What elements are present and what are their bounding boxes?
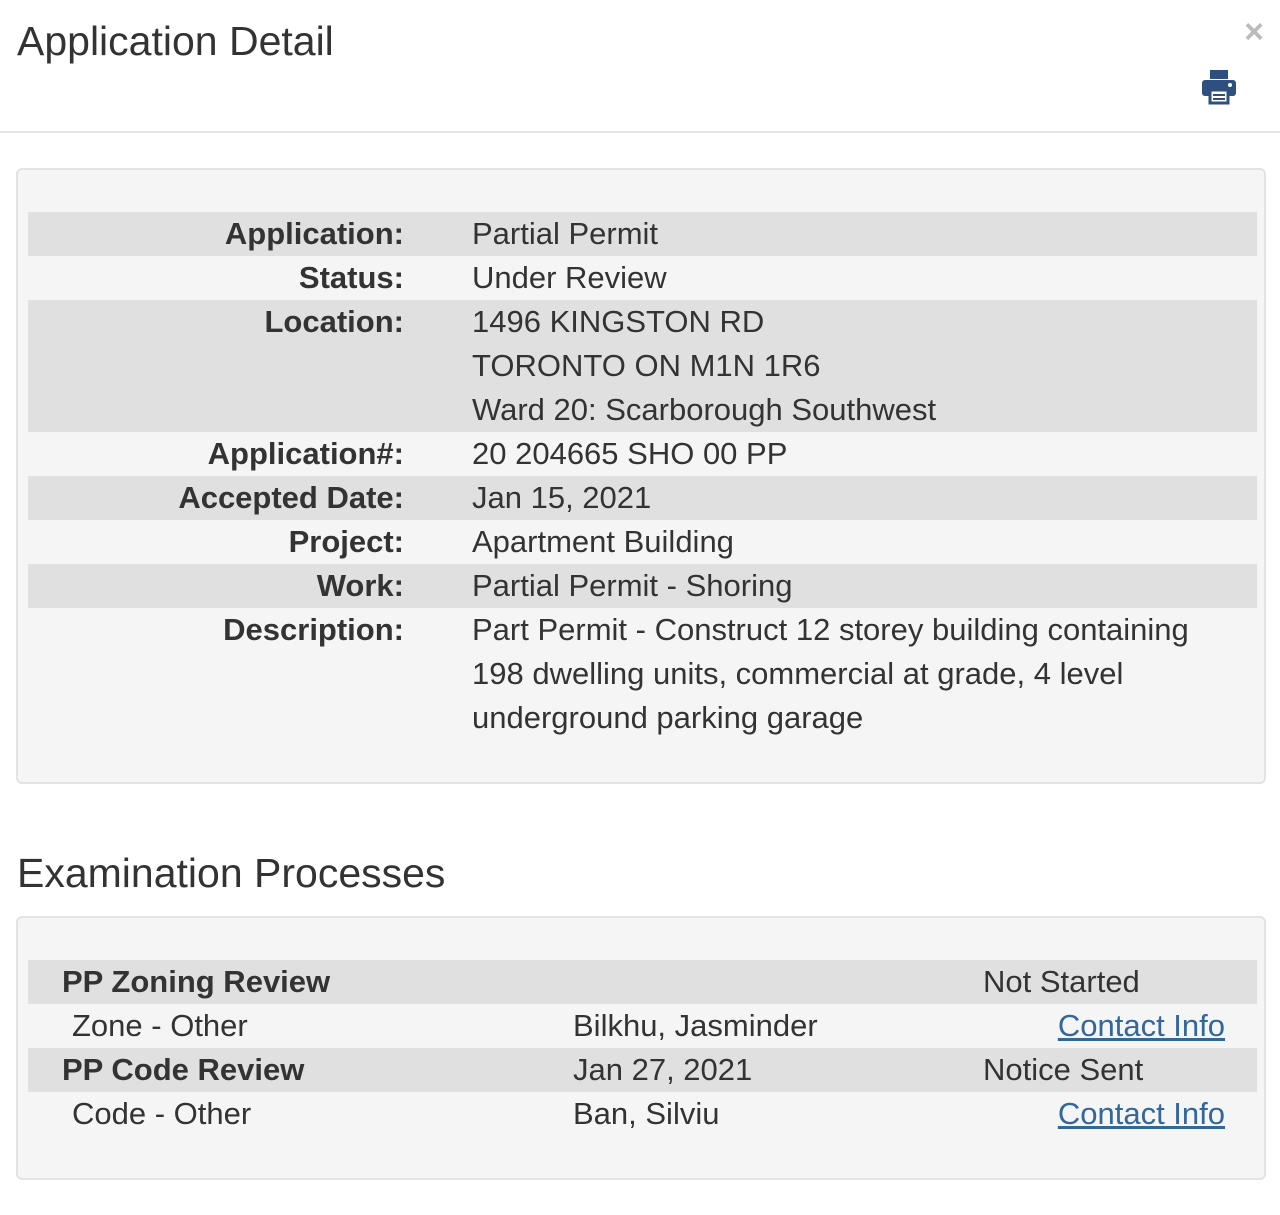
- detail-row-work: [28, 564, 1257, 608]
- detail-value: 20 204665 SHO 00 PP: [472, 436, 788, 471]
- detail-label: Accepted Date:: [178, 480, 404, 515]
- contact-info-link[interactable]: Contact Info: [1057, 1008, 1225, 1043]
- contact-info-link[interactable]: Contact Info: [1057, 1096, 1225, 1131]
- detail-label: Project:: [288, 524, 404, 559]
- close-button[interactable]: ×: [1244, 13, 1264, 51]
- detail-value: Under Review: [472, 260, 667, 295]
- detail-value: Partial Permit: [472, 216, 659, 251]
- detail-label: Work:: [316, 568, 404, 603]
- examination-processes-title: Examination Processes: [17, 850, 446, 896]
- sub-process-name: Zone - Other: [72, 1008, 248, 1043]
- detail-value: Ward 20: Scarborough Southwest: [472, 392, 937, 427]
- detail-value: Part Permit - Construct 12 storey building containing: [472, 612, 1189, 647]
- detail-row-application: [28, 212, 1257, 256]
- detail-value: 1496 KINGSTON RD: [472, 304, 765, 339]
- detail-label: Application#:: [207, 436, 404, 471]
- detail-label: Status:: [298, 260, 404, 295]
- sub-process-name: Code - Other: [72, 1096, 252, 1131]
- process-row: [28, 1048, 1257, 1092]
- detail-value: Partial Permit - Shoring: [472, 568, 793, 603]
- detail-row-description: [28, 608, 1257, 740]
- detail-label: Location:: [264, 304, 404, 339]
- examiner-name: Bilkhu, Jasminder: [573, 1008, 818, 1043]
- modal-title: Application Detail: [17, 18, 334, 64]
- process-date: Jan 27, 2021: [573, 1052, 753, 1087]
- application-detail-panel: [16, 168, 1266, 784]
- modal-header: [0, 0, 1280, 133]
- detail-row-location: [28, 300, 1257, 432]
- detail-value: underground parking garage: [472, 700, 864, 735]
- printer-icon: [1200, 68, 1238, 106]
- detail-value: Jan 15, 2021: [472, 480, 652, 515]
- detail-value: Apartment Building: [472, 524, 734, 559]
- process-sub-row: [28, 1092, 1257, 1136]
- process-status: Not Started: [983, 964, 1140, 999]
- process-name: PP Zoning Review: [62, 964, 331, 999]
- detail-row-accepted-date: [28, 476, 1257, 520]
- detail-row-project: [28, 520, 1257, 564]
- detail-value: TORONTO ON M1N 1R6: [472, 348, 821, 383]
- detail-label: Description:: [223, 612, 404, 647]
- detail-label: Application:: [224, 216, 404, 251]
- detail-row-status: [28, 256, 1257, 300]
- examination-processes-panel: [16, 916, 1266, 1180]
- process-row: [28, 960, 1257, 1004]
- process-status: Notice Sent: [983, 1052, 1144, 1087]
- detail-row-application-number: [28, 432, 1257, 476]
- process-name: PP Code Review: [62, 1052, 305, 1087]
- detail-value: 198 dwelling units, commercial at grade, 4 level: [472, 656, 1124, 691]
- process-sub-row: [28, 1004, 1257, 1048]
- examiner-name: Ban, Silviu: [573, 1096, 720, 1131]
- print-button[interactable]: [1200, 68, 1238, 106]
